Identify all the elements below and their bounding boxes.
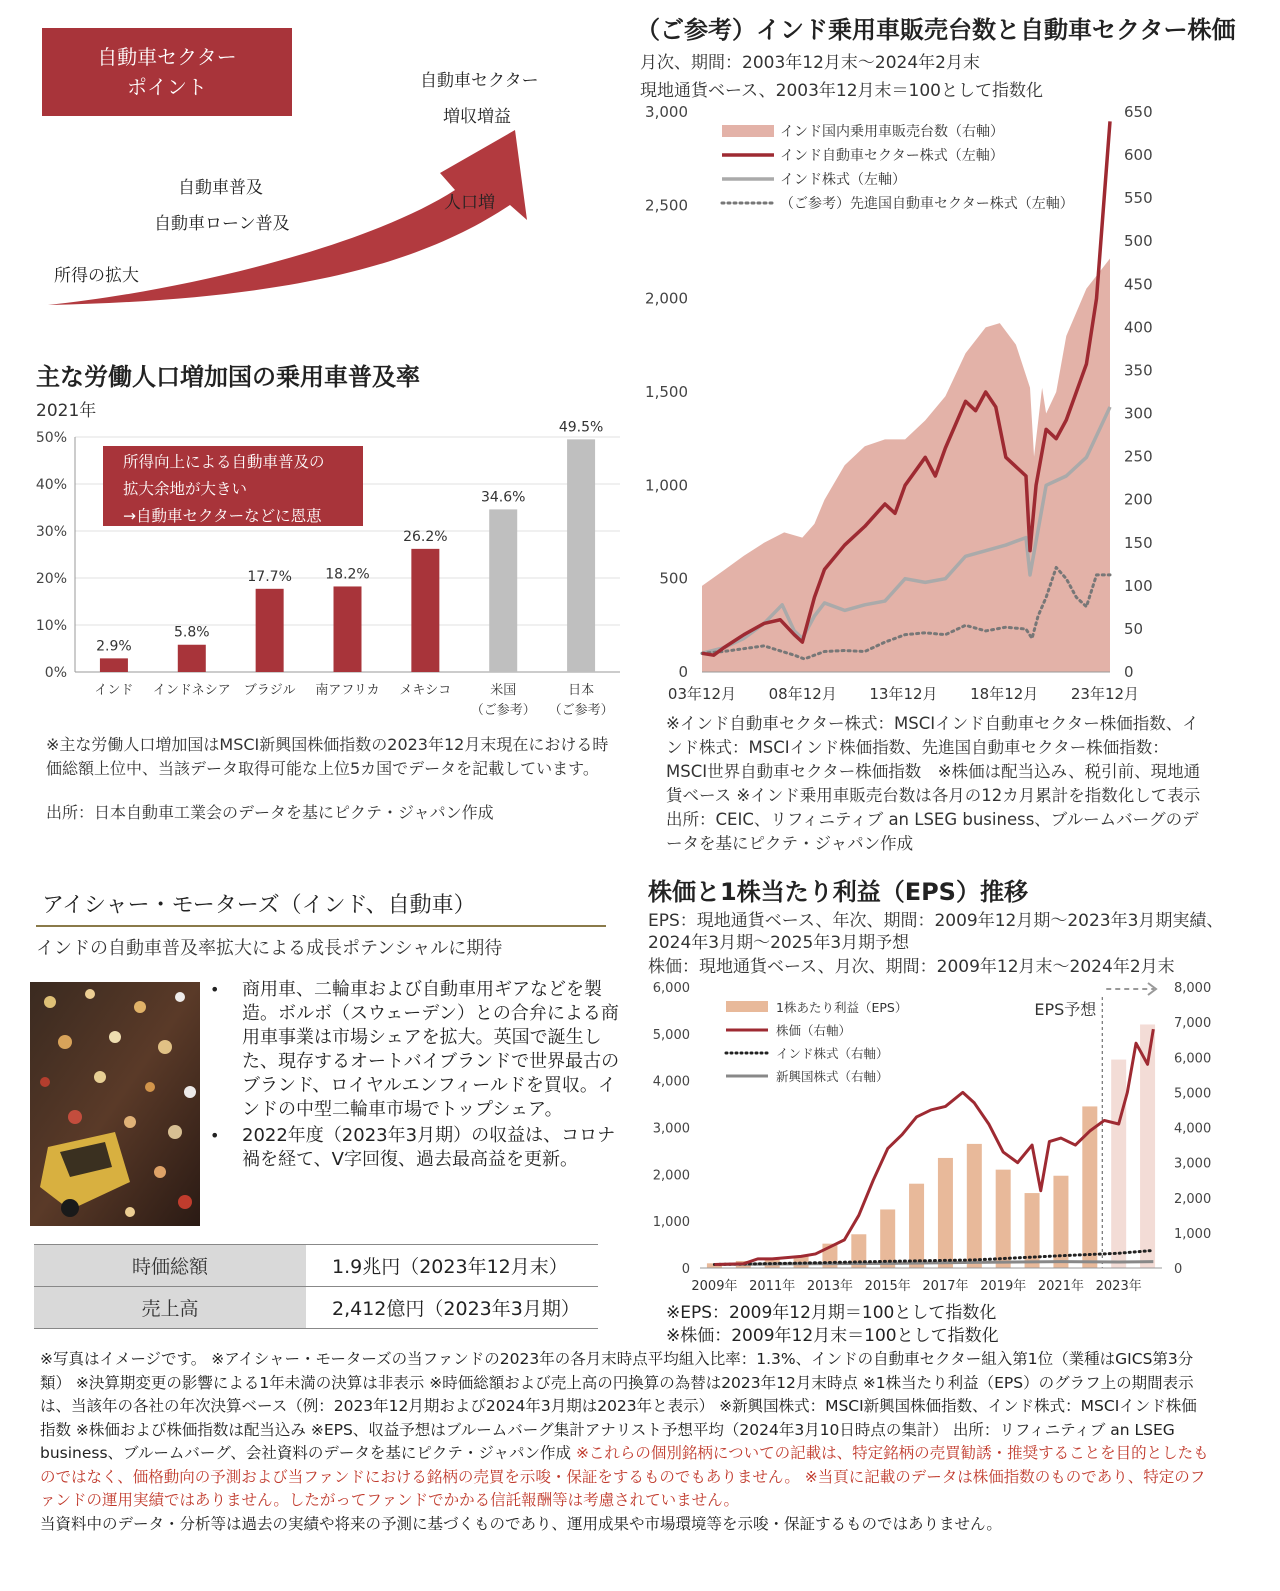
bar xyxy=(938,1158,953,1268)
y-tick-label: 10% xyxy=(35,618,67,634)
footer-notes xyxy=(40,1348,1210,1536)
sales-sub-1: 月次、期間：2003年12月末～2024年2月末 xyxy=(640,53,980,73)
y-right-tick-label: 8,000 xyxy=(1174,981,1212,996)
legend-label: 株価（右軸） xyxy=(776,1023,852,1038)
bar xyxy=(334,586,362,672)
market-cap-label: 時価総額 xyxy=(34,1245,306,1287)
x-tick-label: 米国 xyxy=(490,683,517,698)
traffic-photo xyxy=(30,982,200,1226)
penetration-year: 2021年 xyxy=(36,401,97,421)
y-right-tick-label: 550 xyxy=(1124,189,1153,208)
x-tick-label: 日本 xyxy=(568,683,595,698)
eps-note-2: ※株価：2009年12月末＝100として指数化 xyxy=(666,1326,999,1346)
sales-area xyxy=(702,258,1110,672)
label-car-spread: 自動車普及 xyxy=(178,178,263,198)
sales-note: ※インド自動車セクター株式：MSCIインド自動車セクター株価指数、インド株式：MSCIインド株価指数、先進国自動車セクター株価指数：MSCI世界自動車セクター株価指数 ※株価は配当込み、税引前、現地通貨ベース ※インド乗用車販売台数は各月の12カ月累計を指数化して表示 出所：CEIC、リフィニティブ an LSEG business、ブルームバーグのデータを基にピクテ・ジャパン作成 xyxy=(666,714,1234,853)
company-info-table xyxy=(34,1244,598,1329)
bar xyxy=(1111,1060,1126,1268)
data-label: 26.2% xyxy=(403,528,448,545)
y-right-tick-label: 3,000 xyxy=(1174,1156,1212,1172)
market-cap-value: 1.9兆円（2023年12月末） xyxy=(306,1245,598,1287)
y-tick-label: 50% xyxy=(35,430,67,446)
x-tick-label: 南アフリカ xyxy=(315,683,380,698)
table-row xyxy=(34,1287,598,1329)
eps-sub-2: 2024年3月期～2025年3月期予想 xyxy=(648,933,910,953)
y-tick-label: 30% xyxy=(35,524,67,540)
y-left-tick-label: 1,500 xyxy=(645,383,688,401)
legend-label: 新興国株式（右軸） xyxy=(776,1069,889,1084)
y-left-tick-label: 4,000 xyxy=(652,1074,690,1090)
x-tick-label: 2017年 xyxy=(922,1279,969,1294)
x-tick-label: 2015年 xyxy=(864,1279,911,1294)
y-right-tick-label: 2,000 xyxy=(1174,1191,1212,1207)
footer-last: 当資料中のデータ・分析等は過去の実績や将来の予測に基づくものであり、運用成果や市場環境等を示唆・保証するものではありません。 xyxy=(40,1514,1002,1533)
eps-note-1: ※EPS：2009年12月期＝100として指数化 xyxy=(666,1303,997,1323)
y-right-tick-label: 0 xyxy=(1124,663,1134,681)
data-label: 18.2% xyxy=(325,566,370,583)
label-revenue-profit: 増収増益 xyxy=(443,107,511,127)
callout-line-1: 所得向上による自動車普及の xyxy=(123,453,325,471)
data-label: 5.8% xyxy=(173,624,210,641)
company-title: アイシャー・モーターズ（インド、自動車） xyxy=(36,888,606,927)
x-tick-label: 2019年 xyxy=(980,1279,1027,1294)
bullet-item: • 2022年度（2023年3月期）の収益は、コロナ禍を経て、V字回復、過去最高益を更新。 xyxy=(210,1124,620,1172)
y-right-tick-label: 150 xyxy=(1124,533,1153,552)
y-right-tick-label: 450 xyxy=(1124,275,1153,294)
x-tick-label: （ご参考） xyxy=(548,703,614,718)
callout-line-2: 拡大余地が大きい xyxy=(123,480,248,498)
legend-label: インド国内乗用車販売台数（右軸） xyxy=(780,124,1004,140)
label-income: 所得の拡大 xyxy=(54,266,139,286)
x-tick-label: 2011年 xyxy=(749,1279,796,1294)
company-subtitle: インドの自動車普及率拡大による成長ポテンシャルに期待 xyxy=(36,938,503,959)
y-right-tick-label: 50 xyxy=(1124,619,1144,638)
legend-label: インド株式（左軸） xyxy=(780,172,906,188)
y-tick-label: 0% xyxy=(44,665,67,681)
y-left-tick-label: 3,000 xyxy=(645,103,688,121)
y-left-tick-label: 0 xyxy=(681,1262,690,1277)
eps-stock-chart xyxy=(640,975,1230,1300)
y-right-tick-label: 500 xyxy=(1124,232,1153,251)
bar xyxy=(1053,1176,1068,1268)
x-tick-label: メキシコ xyxy=(399,683,452,698)
forecast-label: EPS予想 xyxy=(1034,1000,1097,1019)
penetration-title: 主な労働人口増加国の乗用車普及率 xyxy=(36,363,420,391)
label-population: 人口増 xyxy=(444,193,495,213)
legend-swatch xyxy=(722,125,774,137)
data-label: 2.9% xyxy=(96,638,132,655)
y-left-tick-label: 2,000 xyxy=(645,289,688,308)
bar xyxy=(100,658,128,672)
traffic-photo-image xyxy=(30,982,200,1226)
revenue-label: 売上高 xyxy=(34,1287,306,1329)
x-tick-label: ブラジル xyxy=(243,683,296,698)
y-right-tick-label: 400 xyxy=(1124,318,1153,337)
label-sector: 自動車セクター xyxy=(420,71,539,91)
legend-swatch xyxy=(726,1001,768,1012)
bar xyxy=(256,589,284,672)
y-tick-label: 40% xyxy=(35,477,67,493)
y-left-tick-label: 1,000 xyxy=(652,1215,690,1231)
bar xyxy=(489,509,517,672)
data-label: 49.5% xyxy=(558,419,604,436)
bar xyxy=(1025,1193,1040,1268)
y-right-tick-label: 200 xyxy=(1124,490,1153,509)
y-right-tick-label: 100 xyxy=(1124,576,1153,595)
table-row xyxy=(34,1245,598,1287)
x-tick-label: インド xyxy=(94,683,134,698)
footer-disclaimer: ※写真はイメージです。 ※アイシャー・モーターズの当ファンドの2023年の各月末時点平均組入比率：1.3%、インドの自動車セクター組入第1位（業種はGICS第3分類） ※決算期変更の影響による1年未満の決算は非表示 ※時価総額および売上高の円換算の為替は2023年12月末時点 ※1株当たり利益（EPS）のグラフ上の期間表示は、当該年の各社の年次決算ベース（例：2023年12月期および2024年3月期は2023年と表示） ※新興国株式：MSCI新興国株価指数、インド株式：MSCIインド株価指数 ※株価および株価指数は配当込み ※EPS、収益予想はブルームバーグ集計アナリスト予想平均（2024年3月10日時点の集計） 出所：リフィニティブ an LSEG business、ブルームバーグ、会社資料のデータを基にピクテ・ジャパン作成 xyxy=(40,1350,1197,1462)
eps-sub-3: 株価：現地通貨ベース、月次、期間：2009年12月末～2024年2月末 xyxy=(648,957,1175,977)
penetration-note: ※主な労働人口増加国はMSCI新興国株価指数の2023年12月末現在における時価総額上位中、当該データ取得可能な上位5カ国でデータを記載しています。 xyxy=(46,735,609,778)
revenue-value: 2,412億円（2023年3月期） xyxy=(306,1287,598,1329)
y-left-tick-label: 6,000 xyxy=(652,981,690,996)
company-bullets xyxy=(210,978,620,1174)
points-box-line-1: 自動車セクター xyxy=(97,45,237,69)
legend-label: インド自動車セクター株式（左軸） xyxy=(780,148,1004,164)
y-right-tick-label: 4,000 xyxy=(1174,1121,1212,1137)
sales-stock-chart xyxy=(630,98,1270,710)
y-tick-label: 20% xyxy=(35,571,67,587)
x-tick-label: 2023年 xyxy=(1095,1279,1142,1294)
x-tick-label: 03年12月 xyxy=(667,685,737,703)
sales-title: （ご参考）インド乗用車販売台数と自動車セクター株価 xyxy=(636,16,1236,44)
y-left-tick-label: 0 xyxy=(678,663,688,681)
x-tick-label: （ご参考） xyxy=(470,703,536,718)
y-right-tick-label: 6,000 xyxy=(1174,1051,1212,1067)
y-right-tick-label: 7,000 xyxy=(1174,1016,1212,1032)
y-left-tick-label: 3,000 xyxy=(652,1121,690,1137)
bar xyxy=(178,645,206,672)
y-right-tick-label: 650 xyxy=(1124,103,1153,121)
y-left-tick-label: 1,000 xyxy=(645,476,688,495)
eps-sub-1: EPS：現地通貨ベース、年次、期間：2009年12月期～2023年3月期実績、 xyxy=(648,911,1224,931)
legend-label: （ご参考）先進国自動車セクター株式（左軸） xyxy=(780,196,1074,212)
legend-label: 1株あたり利益（EPS） xyxy=(776,1000,908,1015)
x-tick-label: 23年12月 xyxy=(1070,685,1140,703)
y-left-tick-label: 2,000 xyxy=(652,1168,690,1184)
legend-label: インド株式（右軸） xyxy=(776,1046,889,1061)
x-tick-label: 2013年 xyxy=(806,1279,853,1294)
y-right-tick-label: 300 xyxy=(1124,404,1153,423)
label-loan-spread: 自動車ローン普及 xyxy=(154,214,290,234)
x-tick-label: 18年12月 xyxy=(970,685,1039,703)
bar xyxy=(909,1184,924,1268)
sales-sub-2: 現地通貨ベース、2003年12月末＝100として指数化 xyxy=(640,81,1044,101)
data-label: 17.7% xyxy=(247,568,292,585)
bar xyxy=(996,1170,1011,1268)
y-left-tick-label: 2,500 xyxy=(645,196,688,215)
callout-line-3: →自動車セクターなどに恩恵 xyxy=(123,507,322,525)
x-tick-label: 08年12月 xyxy=(768,685,837,703)
bar xyxy=(880,1209,895,1268)
x-tick-label: 2021年 xyxy=(1037,1279,1084,1294)
y-right-tick-label: 1,000 xyxy=(1174,1226,1212,1242)
x-tick-label: インドネシア xyxy=(152,683,231,698)
penetration-callout xyxy=(103,446,363,526)
y-right-tick-label: 250 xyxy=(1124,447,1153,466)
points-box-line-2: ポイント xyxy=(127,75,207,99)
y-right-tick-label: 5,000 xyxy=(1174,1086,1212,1102)
y-left-tick-label: 500 xyxy=(659,569,688,588)
y-right-tick-label: 0 xyxy=(1174,1262,1183,1277)
bar xyxy=(567,439,595,672)
x-tick-label: 2009年 xyxy=(691,1279,738,1294)
y-left-tick-label: 5,000 xyxy=(652,1027,690,1043)
bar xyxy=(411,549,439,672)
bar xyxy=(967,1144,982,1268)
y-right-tick-label: 600 xyxy=(1124,146,1153,165)
data-label: 34.6% xyxy=(480,489,526,506)
bullet-item: • 商用車、二輪車および自動車用ギアなどを製造。ボルボ（スウェーデン）との合弁による商用車事業は市場シェアを拡大。英国で誕生した、現存するオートバイブランドで世界最古のブランド、ロイヤルエンフィールドを買収。インドの中型二輪車市場でトップシェア。 xyxy=(210,978,620,1122)
y-right-tick-label: 350 xyxy=(1124,361,1153,380)
eps-title: 株価と1株当たり利益（EPS）推移 xyxy=(648,878,1028,906)
footer-warning: ※これらの個別銘柄についての記載は、特定銘柄の売買勧誘・推奨することを目的としたものではなく、価格動向の予測および当ファンドにおける銘柄の売買を示唆・保証をするものでもありません。 ※当頁に記載のデータは株価指数のものであり、特定のファンドの運用実績ではありません。したがってファンドでかかる信託報酬等は考慮されていません。 xyxy=(40,1444,1209,1509)
penetration-source: 出所：日本自動車工業会のデータを基にピクテ・ジャパン作成 xyxy=(46,803,494,822)
x-tick-label: 13年12月 xyxy=(869,685,938,703)
